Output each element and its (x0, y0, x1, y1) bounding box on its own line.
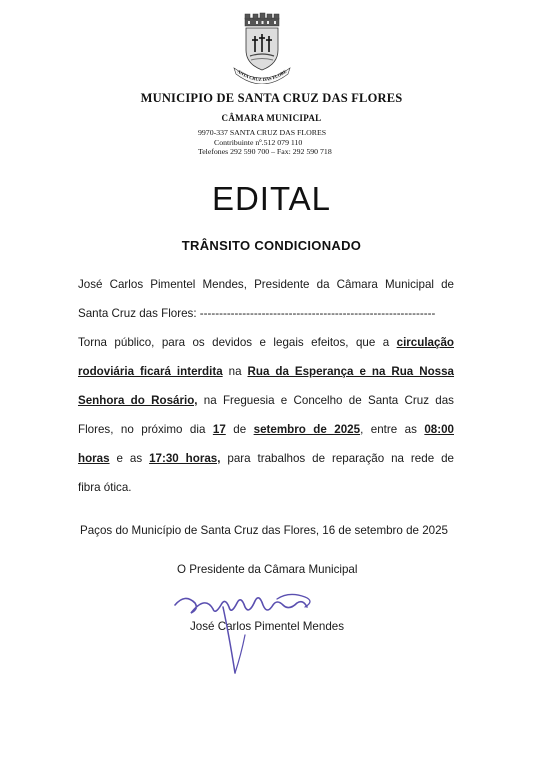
highlight-start-time: 08:00 (424, 423, 454, 436)
body-line-6 (78, 473, 454, 502)
document-subtitle: TRÂNSITO CONDICIONADO (181, 238, 362, 253)
signatory-title: O Presidente da Câmara Municipal (177, 563, 358, 576)
municipality-name: MUNICIPIO DE SANTA CRUZ DAS FLORES (140, 91, 403, 105)
intro-text-1: José Carlos Pimentel Mendes, Presidente da Câmara Municipal de (78, 278, 454, 291)
municipal-crest-logo (226, 12, 298, 84)
intro-text-2: Santa Cruz das Flores: (78, 307, 197, 320)
highlight-month-year: setembro de 2025 (253, 423, 361, 436)
body-line-2 (78, 357, 454, 386)
dash-filler: ------------------------------------------------------------- (196, 307, 436, 320)
document-title: EDITAL (211, 180, 332, 217)
body-text: fibra ótica. (78, 481, 132, 494)
highlight-end-time: 17:30 horas, (149, 452, 221, 465)
signatory-name: José Carlos Pimentel Mendes (190, 620, 345, 633)
highlight-street-name: Senhora do Rosário, (78, 394, 198, 407)
body-text: na (228, 365, 242, 378)
body-text: e as (116, 452, 143, 465)
body-line-3 (78, 386, 454, 415)
svg-text:SANTA CRUZ DAS FLORES: ANTA CRUZ DAS FLORE (236, 68, 288, 83)
tax-id: Contribuinte nº.512 079 110 (214, 137, 303, 147)
announcement-paragraph (78, 328, 454, 502)
body-text: Flores, no próximo dia (78, 423, 206, 436)
intro-line-2 (78, 299, 454, 328)
intro-line-1 (78, 270, 454, 299)
body-line-4 (78, 415, 454, 444)
highlight-road-closed: rodoviária ficará interdita (78, 365, 223, 378)
body-text: na Freguesia e Concelho de Santa Cruz das (203, 394, 454, 407)
body-text: de (233, 423, 247, 436)
body-line-1 (78, 328, 454, 357)
department-name: CÂMARA MUNICIPAL (221, 113, 322, 123)
body-text: Torna público, para os devidos e legais efeitos, que a (78, 336, 390, 349)
highlight-circulation: circulação (396, 336, 454, 349)
place-and-date: Paços do Município de Santa Cruz das Flores, 16 de setembro de 2025 (80, 524, 448, 537)
body-text: para trabalhos de reparação na rede de (227, 452, 454, 465)
intro-paragraph (78, 270, 454, 328)
highlight-streets: Rua da Esperança e na Rua Nossa (247, 365, 455, 378)
postal-address: 9970-337 SANTA CRUZ DAS FLORES (198, 128, 327, 137)
handwritten-signature (165, 575, 325, 685)
phone-fax: Telefones 292 590 700 – Fax: 292 590 718 (198, 147, 332, 156)
highlight-hours: horas (78, 452, 110, 465)
body-line-5 (78, 444, 454, 473)
highlight-day: 17 (212, 423, 226, 436)
body-text: , entre as (360, 423, 417, 436)
